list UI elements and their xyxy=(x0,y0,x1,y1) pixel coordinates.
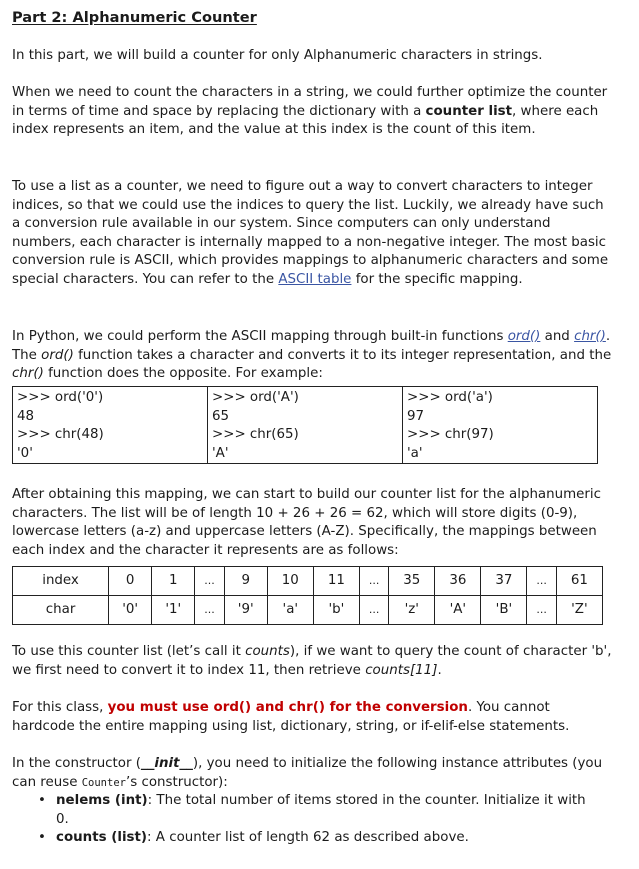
list-item: • nelems (int): The total number of items stored in the counter. Initialize it with 0. xyxy=(38,793,586,827)
requirement-paragraph: For this class, you must use ord() and chr() for the conversion. You cannot hardcode the entire mapping using list, dictionary, string, or if-elif-else statements. xyxy=(12,700,570,734)
example-cell: >>> ord('A') 65 >>> chr(65) 'A' xyxy=(208,387,403,464)
ascii-paragraph: To use a list as a counter, we need to figure out a way to convert characters to integer indices, so that we could use the indices to query the list. Luckily, we already have such a conversion rule available in our system. Since computers can only understand numbers, each character is internally mapped to a non-negative integer. The most basic conversion rule is ASCII, which provides mappings to alphanumeric characters and some special characters. You can refer to the ASCII table for the specific mapping. xyxy=(12,179,609,287)
examples-table xyxy=(12,386,598,464)
intro-paragraph: In this part, we will build a counter for only Alphanumeric characters in strings. xyxy=(12,48,543,63)
index-row: index 0 1 ... 9 10 11 ... 35 36 37 ... 61 xyxy=(13,567,603,596)
mapping-table xyxy=(12,566,603,625)
counts-usage-paragraph: To use this counter list (let’s call it counts), if we want to query the count of character 'b', we first need to convert it to index 11, then retrieve counts[11]. xyxy=(12,644,612,678)
chr-link[interactable]: chr() xyxy=(574,329,606,344)
requirement-highlight: you must use ord() and chr() for the conversion xyxy=(107,700,468,715)
attributes-list xyxy=(12,792,602,848)
python-mapping-paragraph: In Python, we could perform the ASCII mapping through built-in functions ord() and chr(). The ord() function takes a character and converts it to its integer representation, and the chr() function does the opposite. For example: xyxy=(12,329,612,382)
constructor-paragraph: In the constructor (__init__), you need to initialize the following instance attributes (you can reuse Counter’s constructor): xyxy=(12,756,603,790)
index-label: index xyxy=(13,567,109,596)
char-row: char '0' '1' ... '9' 'a' 'b' ... 'z' 'A' 'B' ... 'Z' xyxy=(13,596,603,625)
counter-list-paragraph: When we need to count the characters in a string, we could further optimize the counter in terms of time and space by replacing the dictionary with a counter list, where each index represents an item, and the value at this index is the count of this item. xyxy=(12,85,608,138)
char-label: char xyxy=(13,596,109,625)
ascii-table-link[interactable]: ASCII table xyxy=(278,271,352,287)
example-cell: >>> ord('0') 48 >>> chr(48) '0' xyxy=(13,387,208,464)
list-item: • counts (list): A counter list of length 62 as described above. xyxy=(38,830,469,846)
section-heading: Part 2: Alphanumeric Counter xyxy=(12,9,257,26)
mapping-paragraph: After obtaining this mapping, we can start to build our counter list for the alphanumeric characters. The list will be of length 10 + 26 + 26 = 62, which will store digits (0-9), lowercase letters (a-z) and uppercase letters (A-Z). Specifically, the mappings between each index and the character it represents are as follows: xyxy=(12,487,601,558)
ord-link[interactable]: ord() xyxy=(507,329,541,344)
example-cell: >>> ord('a') 97 >>> chr(97) 'a' xyxy=(403,387,598,464)
counter-list-term: counter list xyxy=(425,103,513,119)
